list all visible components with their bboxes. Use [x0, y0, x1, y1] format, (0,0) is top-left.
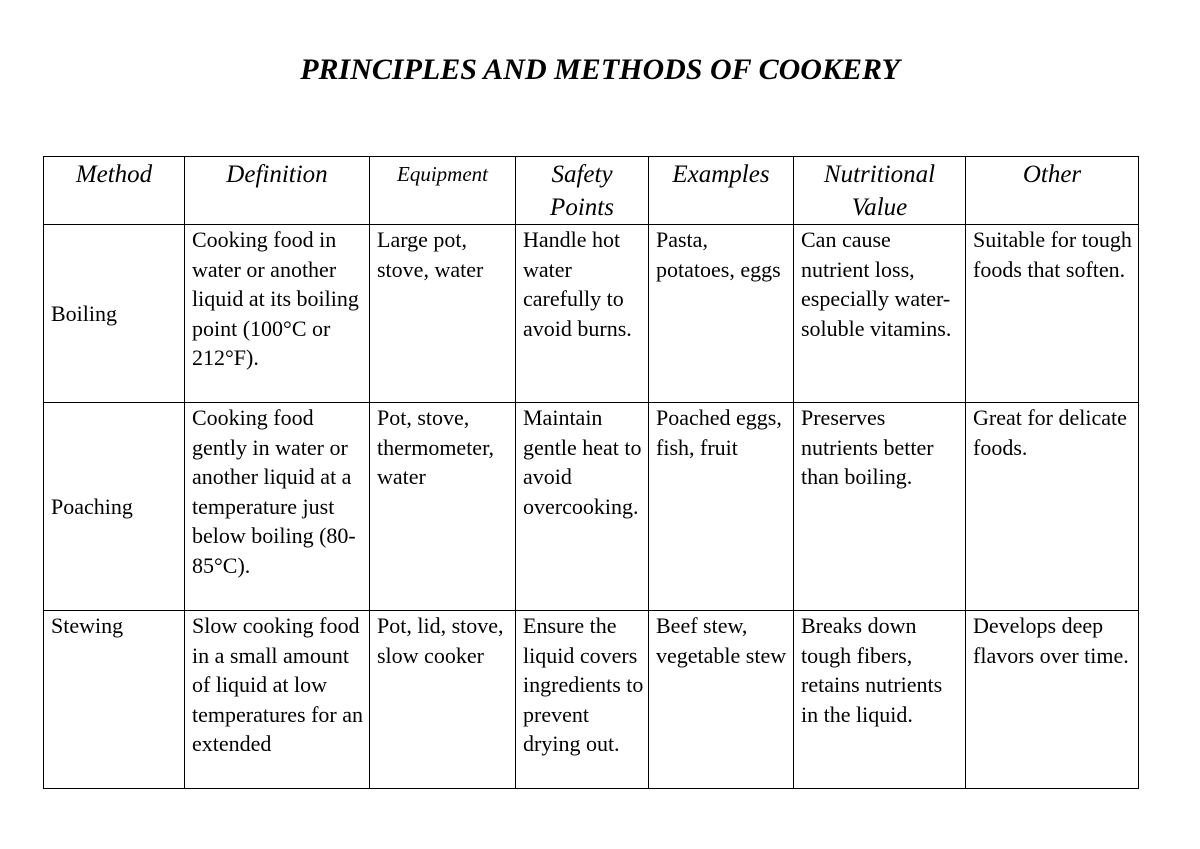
- other-cell: Great for delicate foods.: [966, 403, 1139, 611]
- nutrition-cell: Preserves nutrients better than boiling.: [794, 403, 966, 611]
- page-title: PRINCIPLES AND METHODS OF COOKERY: [300, 53, 900, 86]
- examples-cell: Beef stew, vegetable stew: [649, 611, 794, 789]
- definition-cell: Slow cooking food in a small amount of liquid at low temperatures for an extended: [185, 611, 370, 789]
- method-cell: Poaching: [44, 403, 185, 611]
- table-row: [44, 225, 1139, 403]
- other-cell: Suitable for tough foods that soften.: [966, 225, 1139, 403]
- safety-cell: Maintain gentle heat to avoid overcooking.: [516, 403, 649, 611]
- header-safety-points: Safety Points: [516, 157, 649, 225]
- safety-cell: Handle hot water carefully to avoid burns.: [516, 225, 649, 403]
- header-nutritional-value: Nutritional Value: [794, 157, 966, 225]
- examples-cell: Poached eggs, fish, fruit: [649, 403, 794, 611]
- header-examples: Examples: [649, 157, 794, 225]
- equipment-cell: Pot, lid, stove, slow cooker: [370, 611, 516, 789]
- nutrition-cell: Breaks down tough fibers, retains nutrients in the liquid.: [794, 611, 966, 789]
- header-definition: Definition: [185, 157, 370, 225]
- cookery-methods-table: [43, 156, 1139, 789]
- safety-cell: Ensure the liquid covers ingredients to prevent drying out.: [516, 611, 649, 789]
- nutrition-cell: Can cause nutrient loss, especially water-soluble vitamins.: [794, 225, 966, 403]
- method-cell: Boiling: [44, 225, 185, 403]
- table-row: [44, 403, 1139, 611]
- examples-cell: Pasta, potatoes, eggs: [649, 225, 794, 403]
- definition-cell: Cooking food in water or another liquid at its boiling point (100°C or 212°F).: [185, 225, 370, 403]
- header-equipment: Equipment: [370, 157, 516, 225]
- table-row: [44, 611, 1139, 789]
- header-other: Other: [966, 157, 1139, 225]
- equipment-cell: Large pot, stove, water: [370, 225, 516, 403]
- header-method: Method: [44, 157, 185, 225]
- method-cell: Stewing: [44, 611, 185, 789]
- table-header-row: [44, 157, 1139, 225]
- definition-cell: Cooking food gently in water or another liquid at a temperature just below boiling (80-85°C).: [185, 403, 370, 611]
- equipment-cell: Pot, stove, thermometer, water: [370, 403, 516, 611]
- other-cell: Develops deep flavors over time.: [966, 611, 1139, 789]
